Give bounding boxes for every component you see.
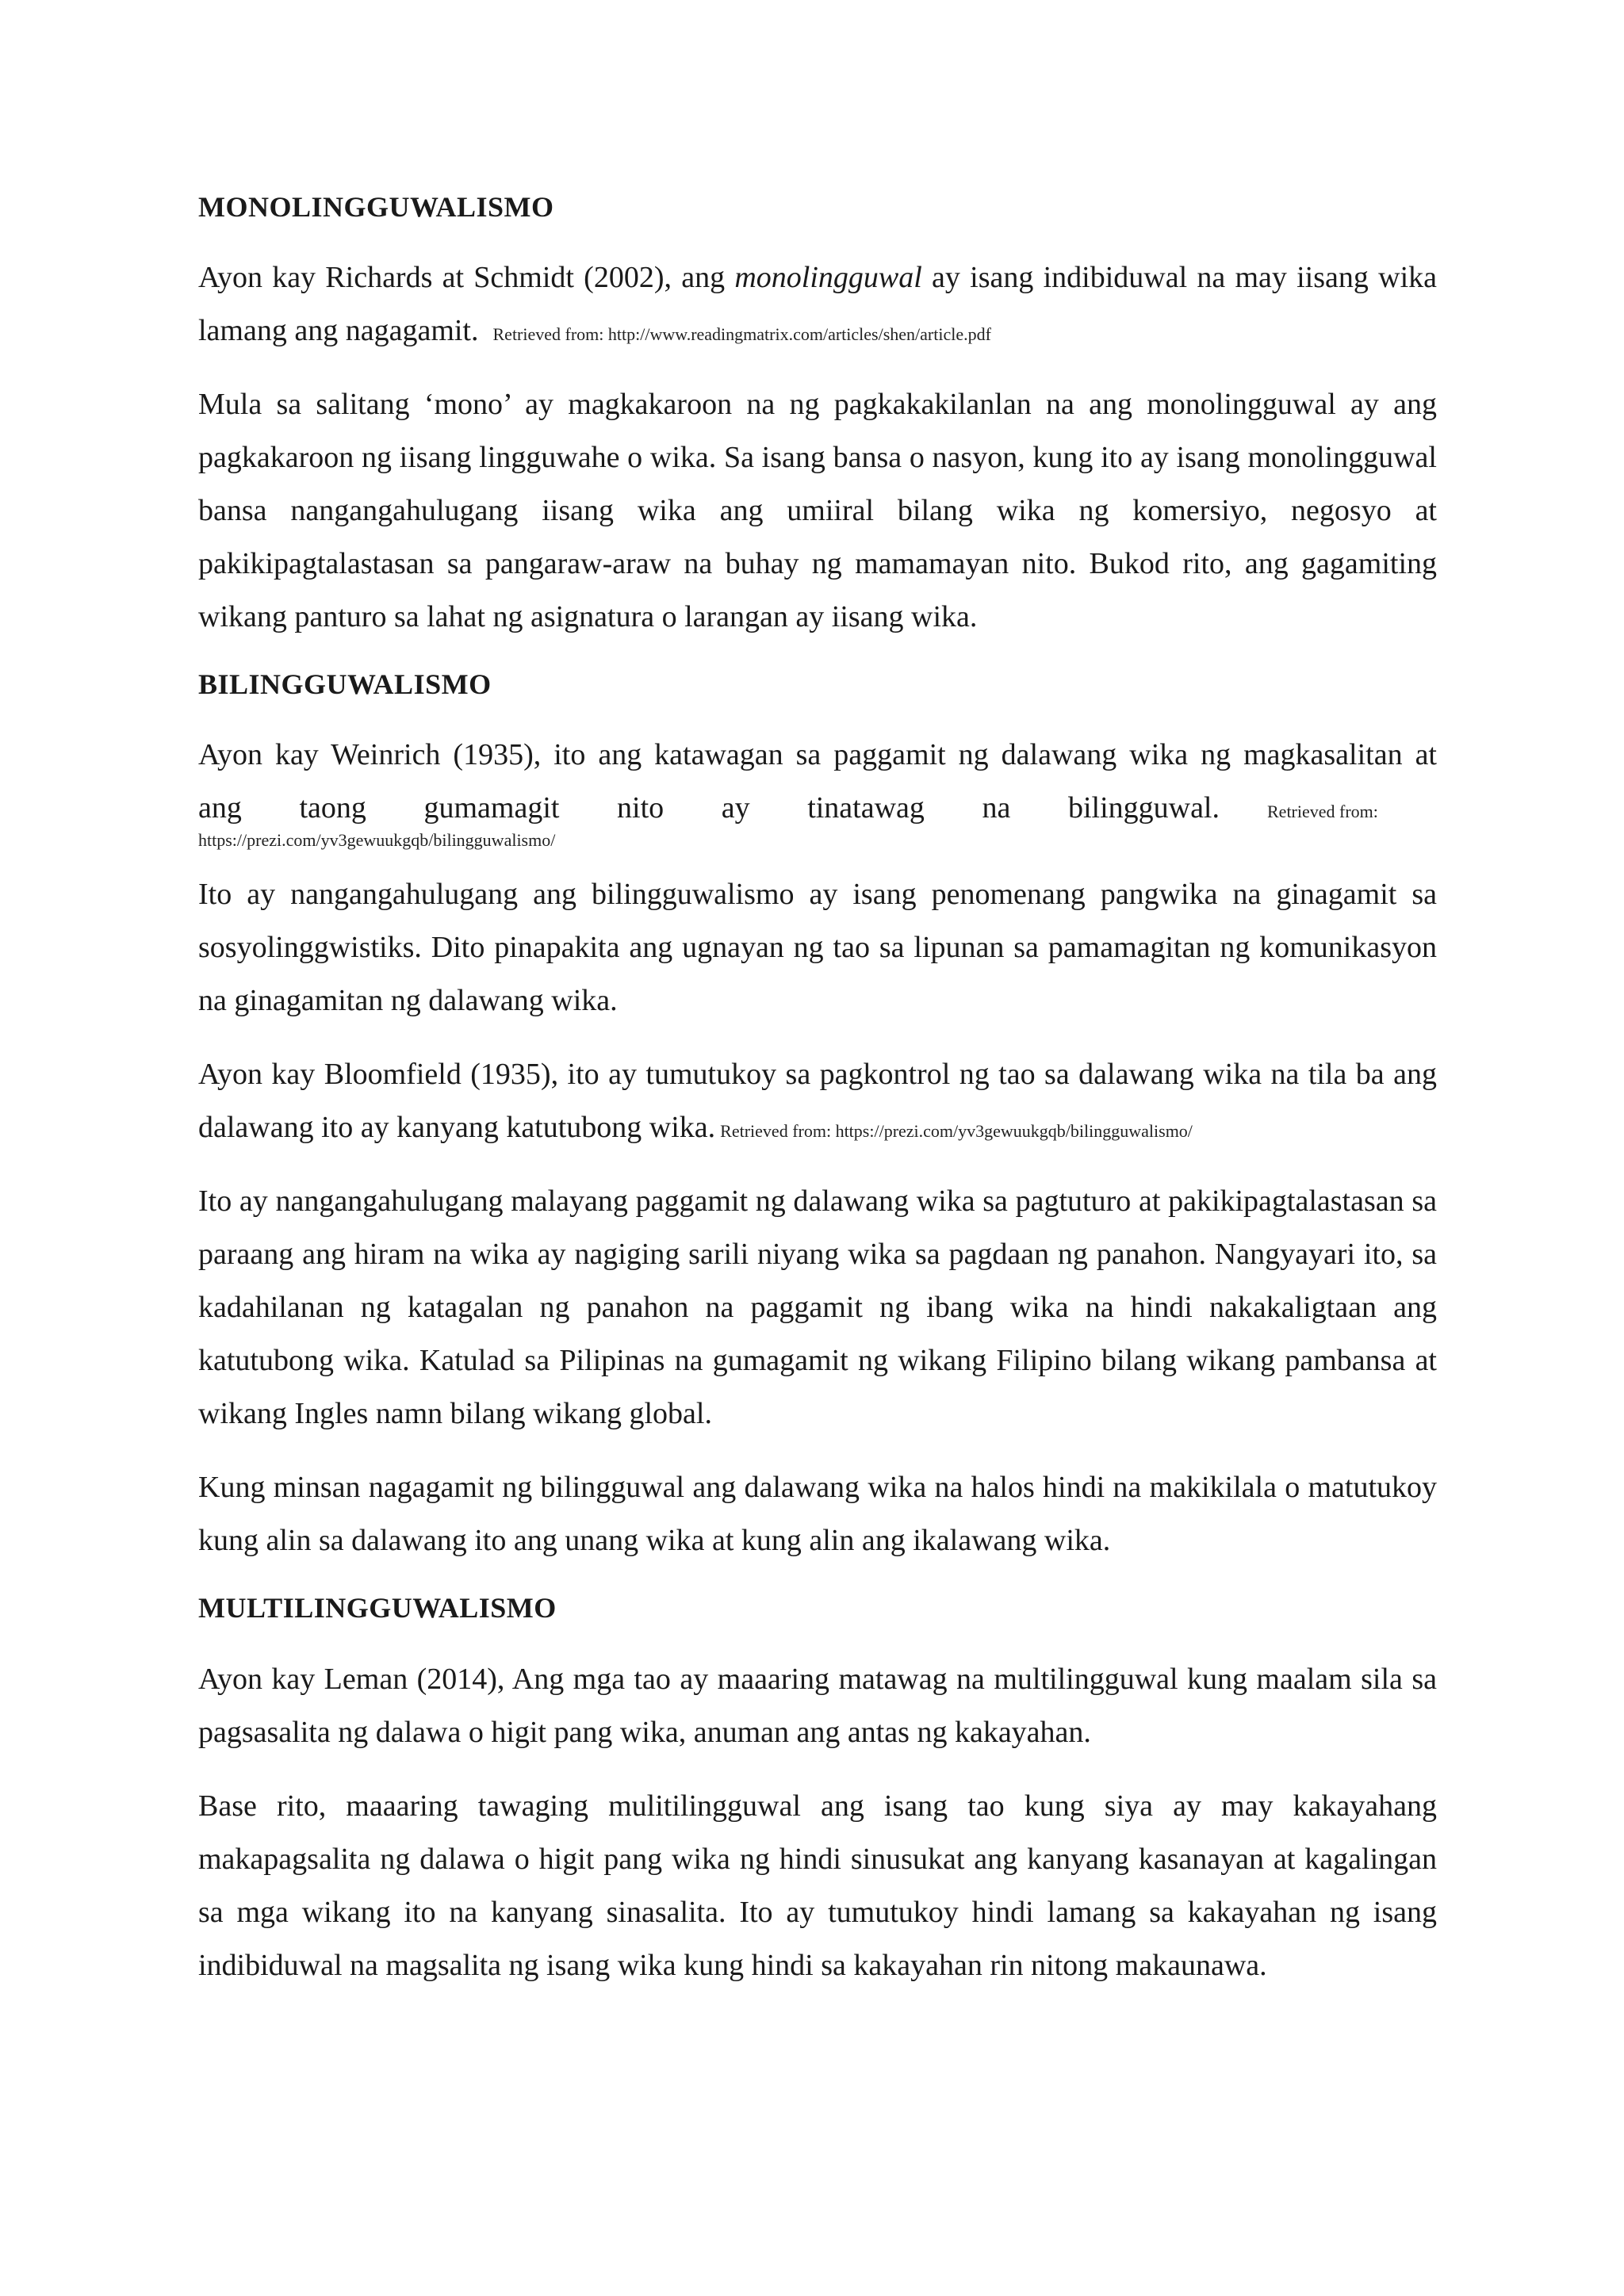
mono-citation: Retrieved from: http://www.readingmatrix.com/articles/shen/article.pdf <box>492 324 991 345</box>
bi-weinrich-line-1: Ayon kay Weinrich (1935), ito ang katawagan sa paggamit ng dalawang wika ng magkasalitan at <box>198 738 1437 772</box>
bi-weinrich-citation-label-wrap <box>1267 800 1437 824</box>
document-page <box>198 190 1437 2013</box>
mono-definition-text-a: Ayon kay Richards at Schmidt (2002), ang <box>198 261 735 295</box>
bi-bloomfield-text: Ayon kay Bloomfield (1935), ito ay tumutukoy sa pagkontrol ng tao sa dalawang wika na tila ba ang dalawang ito ay kanyang katutubong wika. <box>198 1058 1437 1145</box>
bi-weinrich-line-2: ang taong gumamagit nito ay tinatawag na bilingguwal. <box>198 791 1220 825</box>
heading-multilingguwalismo: MULTILINGGUWALISMO <box>198 1592 557 1624</box>
mono-definition-paragraph <box>198 251 1437 358</box>
heading-monolingguwalismo: MONOLINGGUWALISMO <box>198 191 554 223</box>
multi-base-rito-paragraph: Base rito, maaaring tawaging mulitilingguwal ang isang tao kung siya ay may kakayahang makapagsalita ng dalawa o higit pang wika ng hindi sinusukat ang kanyang kasanayan at kagalingan sa mga wikang ito na kanyang sinasalita. Ito ay tumutukoy hindi lamang sa kakayahan ng isang indibiduwal na magsalita ng isang wika kung hindi sa kakayahan rin nitong makaunawa. <box>198 1789 1437 1982</box>
bi-weinrich-line-2-wrap <box>198 782 1437 835</box>
bi-weinrich-paragraph <box>198 729 1437 852</box>
bi-bloomfield-citation: Retrieved from: https://prezi.com/yv3gewuukgqb/bilingguwalismo/ <box>720 1121 1193 1142</box>
multi-leman-paragraph: Ayon kay Leman (2014), Ang mga tao ay maaaring matawag na multilingguwal kung maalam sila sa pagsasalita ng dalawa o higit pang wika, anuman ang antas ng kakayahan. <box>198 1662 1437 1749</box>
bi-weinrich-citation-label: Retrieved from: <box>1267 802 1378 822</box>
mono-explanation-paragraph: Mula sa salitang ‘mono’ ay magkakaroon na ng pagkakakilanlan na ang monolingguwal ay ang pagkakaroon ng iisang lingguwahe o wika. Sa isang bansa o nasyon, kung ito ay isang monolingguwal bansa nangangahulugang iisang wika ang umiiral bilang wika ng komersiyo, negosyo at pakikipagtalastasan sa pangaraw-araw na buhay ng mamamayan nito. Bukod rito, ang gagamiting wikang panturo sa lahat ng asignatura o larangan ay iisang wika. <box>198 388 1437 634</box>
heading-bilingguwalismo: BILINGGUWALISMO <box>198 668 492 701</box>
mono-definition-emphasis: monolingguwal <box>734 261 922 295</box>
bi-weinrich-citation-url: https://prezi.com/yv3gewuukgqb/bilingguwalismo/ <box>198 830 556 851</box>
bi-bloomfield-paragraph <box>198 1048 1437 1154</box>
bi-kung-minsan-paragraph: Kung minsan nagagamit ng bilingguwal ang dalawang wika na halos hindi na makikilala o matutukoy kung alin sa dalawang ito ang unang wika at kung alin ang ikalawang wika. <box>198 1471 1437 1558</box>
bi-malaya-paragraph: Ito ay nangangahulugang malayang paggamit ng dalawang wika sa pagtuturo at pakikipagtalastasan sa paraang ang hiram na wika ay nagiging sarili niyang wika sa pagdaan ng panahon. Nangyayari ito, sa kadahilanan ng katagalan ng panahon na paggamit ng ibang wika na hindi nakakaligtaan ang katutubong wika. Katulad sa Pilipinas na gumagamit ng wikang Filipino bilang wikang pambansa at wikang Ingles namn bilang wikang global. <box>198 1184 1437 1431</box>
mono-definition-text-b: ay isang indibiduwal na may iisang wika lamang ang nagagamit. <box>198 261 1437 348</box>
bi-penomena-paragraph: Ito ay nangangahulugang ang bilingguwalismo ay isang penomenang pangwika na ginagamit sa sosyolinggwistiks. Dito pinapakita ang ugnayan ng tao sa lipunan sa pamamagitan ng komunikasyon na ginagamitan ng dalawang wika. <box>198 878 1437 1018</box>
